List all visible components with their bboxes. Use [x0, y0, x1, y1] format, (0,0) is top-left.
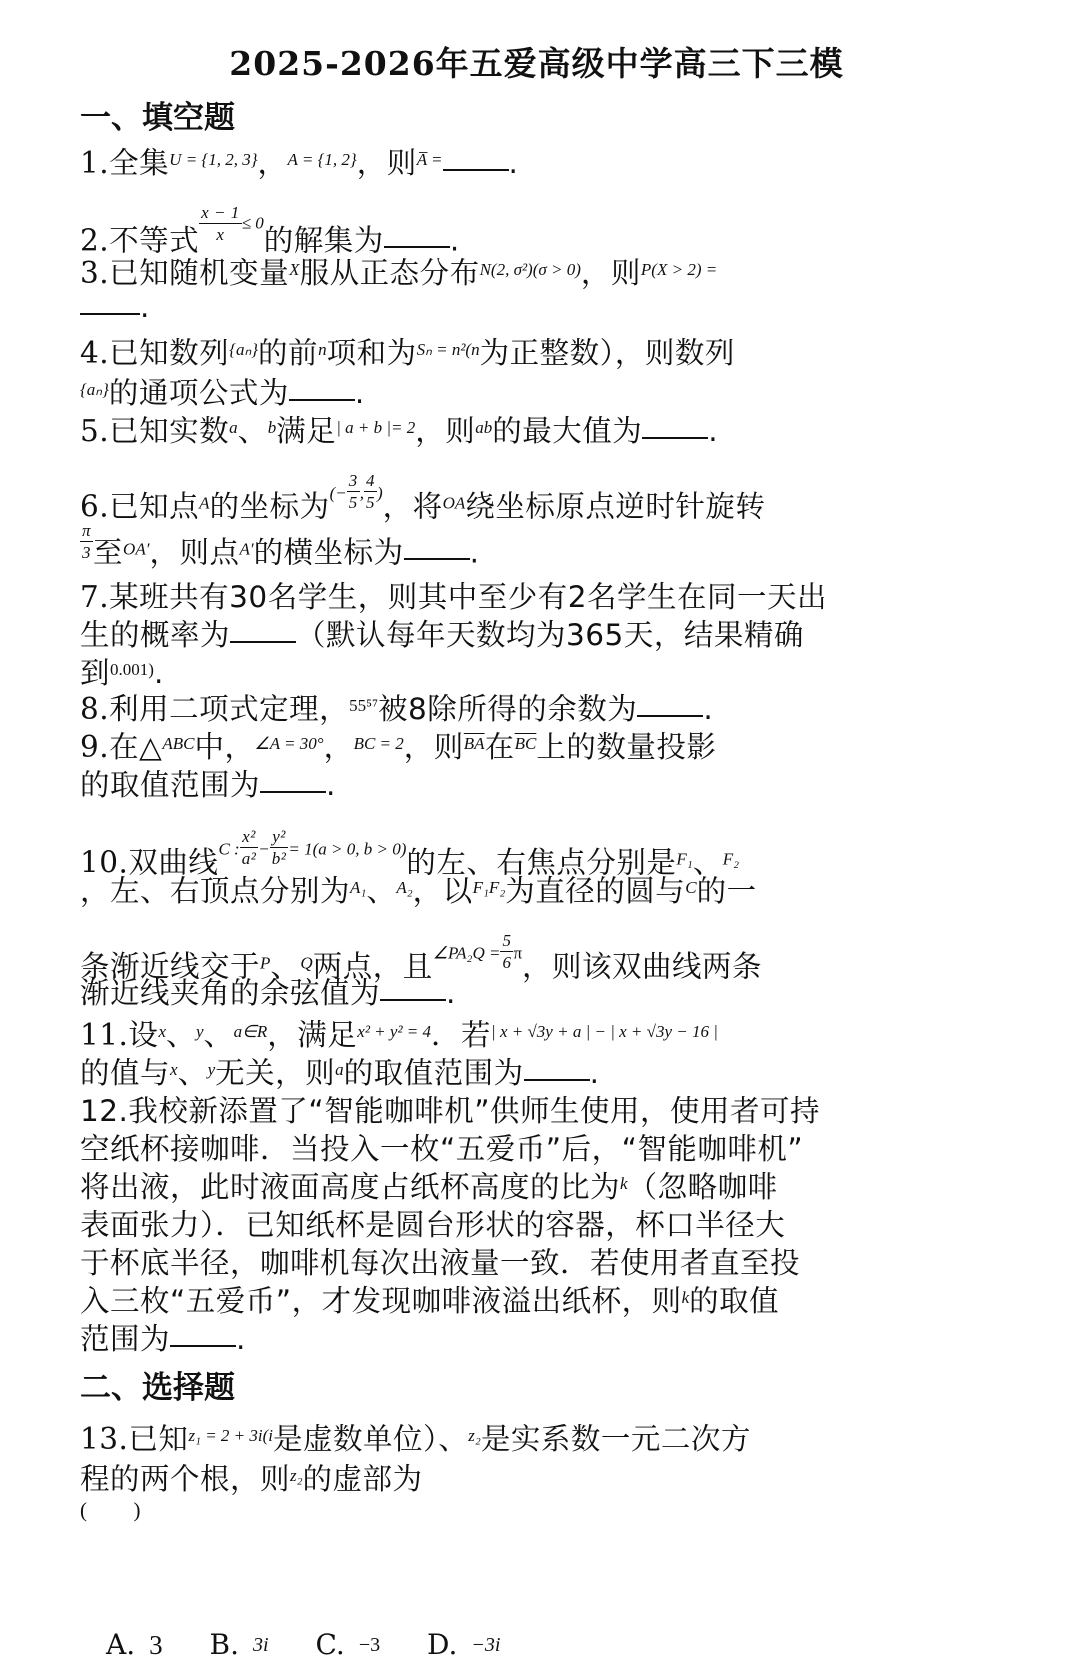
math-fraction: $\frac{3}{5}$ — [348, 471, 358, 513]
question-2: 2.不等式 $\frac{x - 1}{x}$ $^{\le 0}$的解集为 . — [80, 203, 460, 258]
math-expression: F₂ — [722, 849, 740, 869]
math-expression: k — [681, 1288, 690, 1307]
math-expression: y — [207, 1060, 216, 1079]
math-expression: A = {1, 2} — [287, 150, 357, 169]
question-number: 10. — [80, 845, 129, 880]
math-expression: F₁ — [676, 849, 693, 869]
answer-blank — [443, 168, 509, 171]
question-10-cont3: 渐近线夹角的余弦值为 . — [80, 976, 456, 1010]
math-fraction: $\frac{\text{x²}}{\text{a²}}$ — [241, 827, 257, 869]
answer-blank — [642, 436, 708, 439]
question-12-line6: 入三枚“五爱币”，才发现咖啡液溢出纸杯，则$^k$的取值 — [80, 1284, 780, 1318]
question-number: 6. — [80, 489, 110, 524]
question-10-cont2: 条渐近线交于$^P$、$^Q$两点，且$^{\angle PA_2Q =}$ $\frac{5}{6}$ $^\pi$，则该双曲线两条 — [80, 931, 763, 984]
answer-blank — [380, 998, 446, 1001]
choice-b[interactable]: B. 3i — [209, 1628, 269, 1661]
math-expression: {aₙ} — [80, 380, 109, 399]
math-expression: z₁ = 2 + 3i(i — [188, 1426, 274, 1445]
answer-blank — [289, 398, 355, 401]
vector-bc: BC — [514, 734, 537, 753]
section-choice-heading: 二、选择题 — [80, 1370, 235, 1406]
math-expression: U = {1, 2, 3} — [169, 150, 258, 169]
answer-parentheses: ( ) — [80, 1498, 141, 1522]
choice-c[interactable]: C. −3 — [315, 1628, 381, 1661]
math-expression: X — [289, 260, 300, 279]
math-expression: F₁F₂ — [472, 878, 506, 897]
math-expression: BC = 2 — [353, 734, 404, 753]
question-6-cont: $\frac{\pi}{3}$ 至$^{OA'}$，则点$^{A'}$的横坐标为 . — [82, 521, 480, 570]
question-4-cont: $^{\{a_n\}}$的通项公式为 . — [80, 376, 365, 410]
math-expression: x — [170, 1060, 178, 1079]
question-3: 3.已知随机变量$^X$服从正态分布$^{N(2, \sigma^2)(\sigma > 0)}$，则$^{P(X > 2) =}$ — [80, 256, 718, 290]
question-5: 5.已知实数$^a$、$^b$满足$^{| a + b |= 2}$，则$^{ab}$的最大值为 . — [80, 414, 719, 448]
math-expression: C — [685, 878, 697, 897]
question-10: 10.双曲线$^{C :}$ $\frac{\text{x²}}{\text{a²}}$ − $\frac{\text{y²}}{\text{b²}}$ $^{= 1(a > 0, b > 0)}$的左、右焦点分别是$^{F_1}$、$^{F_2}$ — [80, 827, 740, 880]
question-12-line7: 范围为 . — [80, 1322, 246, 1356]
question-number: 4. — [80, 336, 110, 370]
math-fraction: $\frac{5}{6}$ — [502, 931, 512, 973]
math-expression: x — [158, 1022, 166, 1041]
question-13: 13.已知$^{z_1 = 2 + 3i(i}$是虚数单位）、$^{z_2}$是实系数一元二次方 — [80, 1422, 751, 1456]
question-12-line3: 将出液，此时液面高度占纸杯高度的比为$^k$（忽略咖啡 — [80, 1170, 778, 1204]
math-expression: ∠A = 30° — [254, 734, 324, 753]
math-expression: k — [620, 1174, 628, 1193]
question-number: 5. — [80, 414, 110, 448]
question-9: 9.在△$^{ABC}$中，$^{\angle A = 30^\circ}$，$^{BC = 2}$，则$^{\overline{BA}}$在$^{\overline{BC}}$上的数量投影 — [80, 730, 717, 764]
question-11-cont: 的值与$^x$、$^y$无关，则$^a$的取值范围为 . — [80, 1056, 600, 1090]
math-fraction: $\frac{4}{5}$ — [365, 471, 375, 513]
math-fraction: $\frac{\text{y²}}{\text{b²}}$ — [271, 827, 287, 869]
question-number: 7. — [80, 580, 110, 614]
math-expression: = 1(a > 0, b > 0) — [288, 839, 407, 859]
math-expression: x² + y² = 4 — [357, 1022, 432, 1041]
question-7-cont: 生的概率为 （默认每年天数均为365天，结果精确 — [80, 618, 804, 652]
math-fraction: $\frac{x - 1}{x}$ — [201, 203, 240, 245]
answer-blank — [260, 790, 326, 793]
question-number: 9. — [80, 730, 110, 764]
answer-blank — [637, 714, 703, 717]
math-expression: ABC — [162, 734, 195, 753]
math-expression: n — [318, 340, 327, 359]
math-expression: b — [267, 418, 277, 437]
math-expression: 0.001) — [110, 660, 154, 679]
section-fill-heading: 一、填空题 — [80, 100, 235, 136]
math-expression: a — [335, 1060, 344, 1079]
math-expression: z₂ — [290, 1466, 303, 1485]
question-12: 12.我校新添置了“智能咖啡机”供师生使用，使用者可持 — [80, 1094, 820, 1128]
math-expression: P(X > 2) = — [640, 260, 718, 279]
math-expression: ab — [475, 418, 493, 437]
question-11: 11.设$^x$、$^y$、$^{a\in R}$，满足$^{x^2 + y^2 = 4}$．若$^{| x + √3y + a | - | x + √3y - 16 |}$ — [80, 1018, 718, 1052]
math-expression: A′ — [239, 539, 254, 559]
question-6: 6.已知点$^A$的坐标为(− $\frac{3}{5}$ , $\frac{4}{5}$ )，将$^{OA}$绕坐标原点逆时针旋转 — [80, 471, 766, 524]
question-1: 1.全集$^{U = \{1, 2, 3\}}$，$^{A = \{1, 2\}}$，则$^{A̅ =}$ . — [80, 146, 519, 180]
choice-a[interactable]: A. 3 — [106, 1628, 163, 1661]
vector-ba: BA — [463, 734, 485, 753]
question-number: 11. — [80, 1018, 129, 1052]
math-expression: | x + √3y + a | − | x + √3y − 16 | — [491, 1022, 718, 1041]
question-12-line4: 表面张力）．已知纸杯是圆台形状的容器，杯口半径大 — [80, 1208, 786, 1242]
question-4: 4.已知数列$^{\{a_n\}}$的前$^n$项和为$^{S_n = n^2(n}$为正整数），则数列 — [80, 336, 735, 370]
question-8: 8.利用二项式定理，$^{55^{57}}$被8除所得的余数为 . — [80, 692, 714, 726]
question-7-cont2: 到$^{0.001)}$. — [80, 656, 164, 690]
choice-options — [106, 1628, 538, 1661]
answer-blank — [524, 1078, 590, 1081]
question-number: 8. — [80, 692, 110, 726]
answer-blank — [80, 312, 140, 315]
math-expression: C : — [218, 839, 240, 859]
question-13-cont: 程的两个根，则$^{z_2}$的虚部为 — [80, 1462, 423, 1496]
math-expression: y — [196, 1022, 204, 1041]
question-10-cont: ，左、右顶点分别为$^{A_1}$、$^{A_2}$，以$^{F_1F_2}$为直径的圆与$^C$的一 — [80, 874, 757, 908]
exam-title: 2025-2026年五爱高级中学高三下三模 — [229, 44, 844, 83]
math-expression: {aₙ} — [229, 340, 259, 359]
question-number: 3. — [80, 256, 110, 290]
question-number: 13. — [80, 1422, 129, 1456]
answer-blank — [384, 245, 450, 248]
math-fraction: $\frac{\pi}{3}$ — [82, 521, 92, 563]
math-expression: A — [199, 493, 210, 513]
math-expression: OA — [442, 493, 466, 513]
question-9-cont: 的取值范围为 . — [80, 768, 336, 802]
answer-blank — [404, 557, 470, 560]
math-expression: a — [229, 418, 238, 437]
choice-d[interactable]: D. −3i — [427, 1628, 501, 1661]
math-expression: A̅ = — [416, 150, 443, 169]
question-3-cont: . — [80, 290, 150, 324]
math-expression: Sₙ = n²(n — [416, 340, 480, 359]
answer-blank — [230, 640, 296, 643]
math-expression: Q — [300, 953, 313, 973]
question-12-line5: 于杯底半径，咖啡机每次出液量一致．若使用者直至投 — [80, 1246, 801, 1280]
math-expression: N(2, σ²)(σ > 0) — [479, 260, 581, 279]
math-expression: z₂ — [468, 1426, 481, 1445]
question-7: 7.某班共有30名学生，则其中至少有2名学生在同一天出 — [80, 580, 827, 614]
math-expression: A₁ — [350, 878, 367, 897]
math-expression: A₂ — [396, 878, 413, 897]
question-number: 1. — [80, 146, 110, 180]
math-expression: 55⁵⁷ — [349, 696, 379, 715]
question-12-line2: 空纸杯接咖啡．当投入一枚“五爱币”后，“智能咖啡机” — [80, 1132, 804, 1166]
math-expression: OA′ — [123, 539, 150, 559]
math-expression: | a + b |= 2 — [336, 418, 416, 437]
question-number: 2. — [80, 223, 110, 258]
math-expression: P — [260, 953, 271, 973]
answer-blank — [170, 1344, 236, 1347]
math-expression: ∠PA₂Q = — [432, 943, 501, 963]
math-expression: a∈R — [233, 1022, 268, 1041]
math-expression: ≤ 0 — [241, 213, 264, 233]
